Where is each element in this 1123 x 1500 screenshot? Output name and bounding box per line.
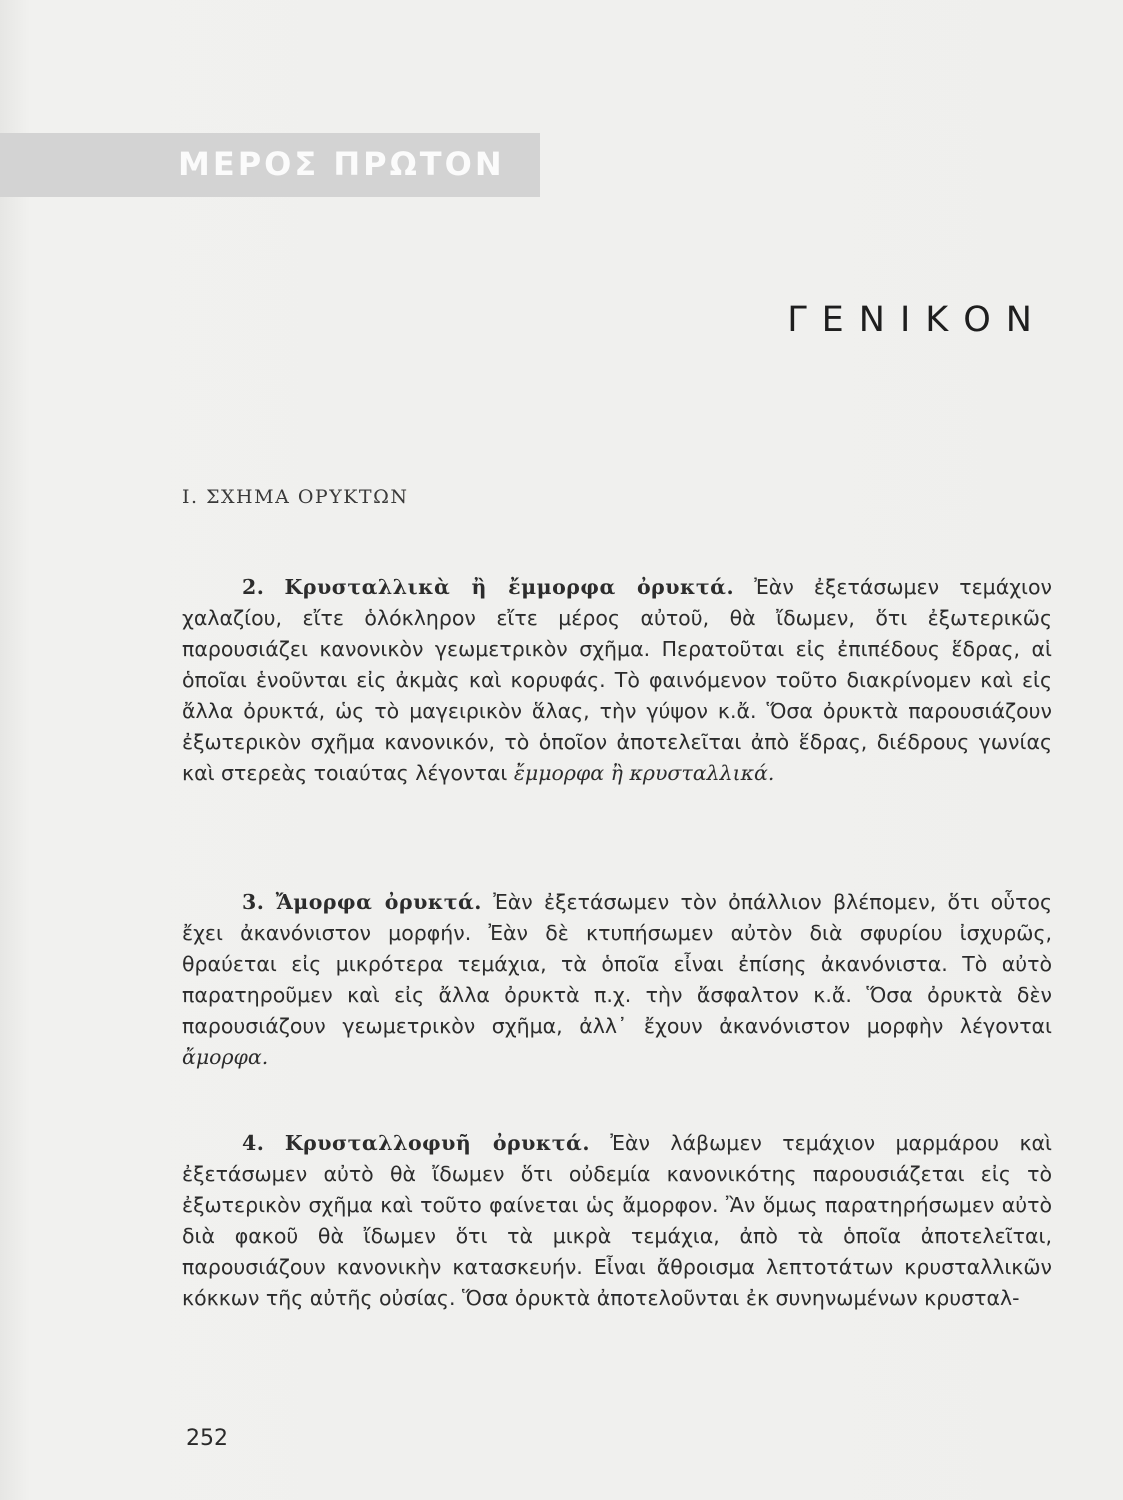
section-title: ΓΕΝΙΚΟΝ xyxy=(787,300,1047,340)
paragraph-amorphous xyxy=(182,887,1052,1073)
paragraph-body: Ἐὰν ἐξετάσωμεν τὸν ὀπάλλιον βλέπομεν, ὅτι οὗτος ἔχει ἀκανόνιστον μορφήν. Ἐὰν δὲ κτυπήσωμεν αὐτὸν διὰ σφυρίου ἰσχυρῶς, θραύεται εἰς μικρότερα τεμάχια, τὰ ὁποῖα εἶναι ἐπίσης ἀκανόνιστα. Τὸ αὐτὸ παρατηροῦμεν καὶ εἰς ἄλλα ὀρυκτὰ π.χ. τὴν ἄσφαλτον κ.ἄ. Ὅσα ὀρυκτὰ δὲν παρουσιάζουν γεωμετρικὸν σχῆμα, ἀλλ᾽ ἔχουν ἀκανόνιστον μορφὴν λέγονται xyxy=(182,890,1052,1038)
paragraph-emphasis: ἄμορφα. xyxy=(182,1045,269,1069)
paragraph-number: 3. xyxy=(242,890,265,914)
paragraph-crystallophyllic xyxy=(182,1128,1052,1314)
paragraph-body: Ἐὰν λάβωμεν τεμάχιον μαρμάρου καὶ ἐξετάσωμεν αὐτὸ θὰ ἴδωμεν ὅτι οὐδεμία κανονικότης παρουσιάζεται εἰς τὸ ἐξωτερικὸν σχῆμα καὶ τοῦτο φαίνεται ὡς ἄμορφον. Ἂν ὅμως παρατηρήσωμεν αὐτὸ διὰ φακοῦ θὰ ἴδωμεν ὅτι τὰ μικρὰ τεμάχια, ἀπὸ τὰ ὁποῖα ἀποτελεῖται, παρουσιάζουν κανονικὴν κατασκευήν. Εἶναι ἄθροισμα λεπτοτάτων κρυσταλλικῶν κόκκων τῆς αὐτῆς οὐσίας. Ὅσα ὀρυκτὰ ἀποτελοῦνται ἐκ συνηνωμένων κρυσταλ- xyxy=(182,1131,1052,1310)
paragraph-lead: Ἄμορφα ὀρυκτά. xyxy=(275,890,482,914)
paragraph-lead: Κρυσταλλικὰ ἢ ἔμμορφα ὀρυκτά. xyxy=(284,575,735,599)
paragraph-crystalline xyxy=(182,572,1052,789)
paragraph-body: Ἐὰν ἐξετάσωμεν τεμάχιον χαλαζίου, εἴτε ὁλόκληρον εἴτε μέρος αὐτοῦ, θὰ ἴδωμεν, ὅτι ἐξωτερικῶς παρουσιάζει κανονικὸν γεωμετρικὸν σχῆμα. Περατοῦται εἰς ἐπιπέδους ἕδρας, αἱ ὁποῖαι ἑνοῦνται εἰς ἀκμὰς καὶ κορυφάς. Τὸ φαινόμενον τοῦτο διακρίνομεν καὶ εἰς ἄλλα ὀρυκτά, ὡς τὸ μαγειρικὸν ἅλας, τὴν γύψον κ.ἄ. Ὅσα ὀρυκτὰ παρουσιάζουν ἐξωτερικὸν σχῆμα κανονικόν, τὸ ὁποῖον ἀποτελεῖται ἀπὸ ἕδρας, διέδρους γωνίας καὶ στερεὰς τοιαύτας λέγονται xyxy=(182,575,1052,785)
chapter-heading: Ι. ΣΧΗΜΑ ΟΡΥΚΤΩΝ xyxy=(182,486,409,508)
page-number: 252 xyxy=(186,1426,228,1451)
part-banner-label: ΜΕΡΟΣ ΠΡΩΤΟΝ xyxy=(178,145,505,183)
paragraph-number: 4. xyxy=(242,1131,265,1155)
paragraph-emphasis: ἔμμορφα ἢ κρυσταλλικά. xyxy=(513,761,775,785)
part-banner xyxy=(0,133,540,197)
paragraph-lead: Κρυσταλλοφυῆ ὀρυκτά. xyxy=(284,1131,590,1155)
paragraph-number: 2. xyxy=(242,575,265,599)
